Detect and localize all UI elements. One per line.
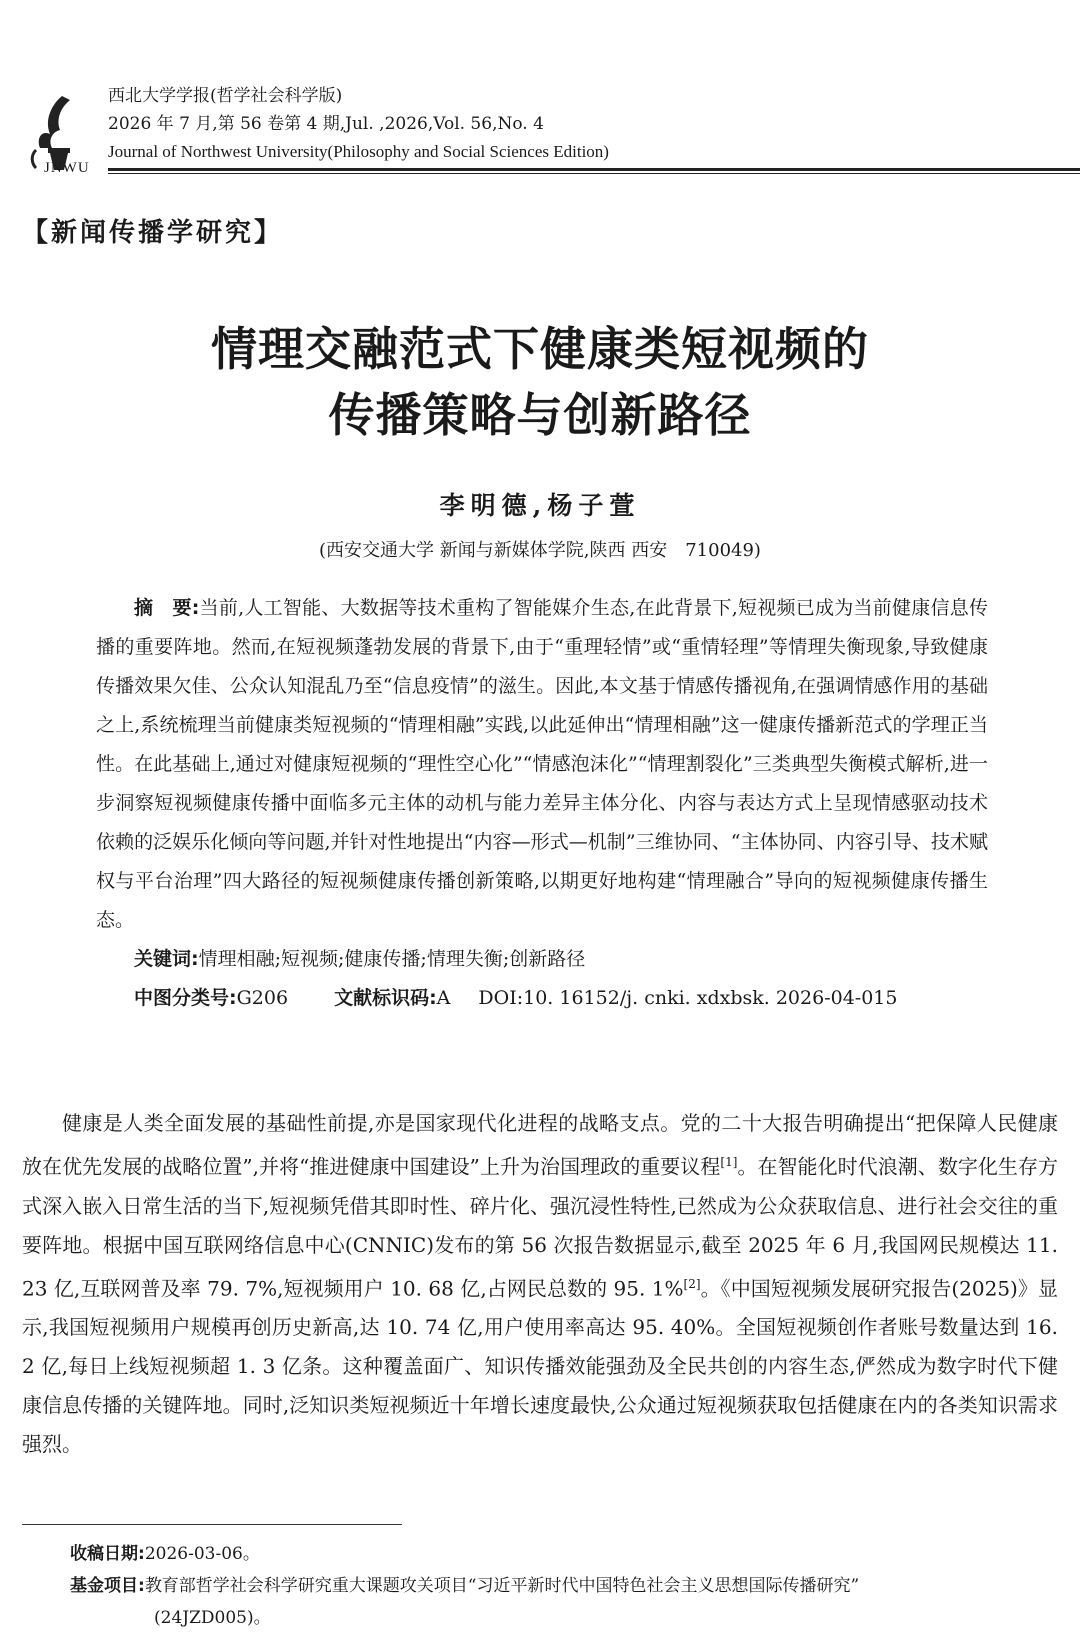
footnotes [70, 1538, 1060, 1634]
journal-english-name: Journal of Northwest University(Philosophy and Social Sciences Edition) [108, 142, 609, 161]
classification [96, 979, 988, 1018]
reference-2[interactable]: [2] [683, 1276, 701, 1291]
received-value: 2026-03-06。 [144, 1544, 260, 1564]
fund-label: 基金项目: [70, 1576, 145, 1596]
abstract-block [96, 589, 988, 1018]
reference-1[interactable]: [1] [720, 1155, 738, 1169]
doi: DOI:10. 16152/j. cnki. xdxbsk. 2026-04-015 [478, 987, 898, 1009]
fund-project [70, 1570, 1060, 1602]
body-text [22, 1104, 1058, 1464]
received-label: 收稿日期: [70, 1544, 145, 1564]
title-line-2: 传播策略与创新路径 [328, 388, 752, 442]
keywords-text: 情理相融;短视频;健康传播;情理失衡;创新路径 [198, 948, 586, 970]
abstract-label: 摘 要: [134, 597, 200, 619]
journal-name: 西北大学学报(哲学社会科学版) [108, 86, 343, 106]
authors: 李明德,杨子萱 [439, 491, 641, 520]
clc-value: G206 [236, 987, 289, 1009]
header-rule-thin [108, 173, 1080, 174]
journal-info [108, 82, 609, 166]
header-rule-thick [108, 168, 1080, 171]
abstract [96, 589, 988, 940]
logo-text: JNWU [44, 160, 90, 176]
received-date [70, 1538, 1060, 1570]
clc-label: 中图分类号: [134, 987, 237, 1009]
doc-code-value: A [436, 987, 451, 1009]
body-text-part-1: 健康是人类全面发展的基础性前提,亦是国家现代化进程的战略支点。党的二十大报告明确提出“把保障人民健康放在优先发展的战略位置”,并将“推进健康中国建设”上升为治国理政的重要议程 [22, 1111, 1058, 1179]
affiliation: (西安交通大学 新闻与新媒体学院,陕西 西安 710049) [319, 540, 761, 561]
journal-header [22, 82, 1062, 182]
body-paragraph [22, 1104, 1058, 1464]
article-title [0, 316, 1080, 448]
section-label: 【新闻传播学研究】 [22, 218, 284, 248]
title-line-1: 情理交融范式下健康类短视频的 [211, 322, 869, 376]
fund-value: 教育部哲学社会科学研究重大课题攻关项目“习近平新时代中国特色社会主义思想国际传播研究” [144, 1576, 860, 1596]
keywords [96, 940, 988, 979]
doc-code-label: 文献标识码: [334, 987, 437, 1009]
journal-issue: 2026 年 7 月,第 56 卷第 4 期,Jul. ,2026,Vol. 56,No. 4 [108, 114, 544, 134]
fund-value-continued: (24JZD005)。 [154, 1608, 271, 1628]
abstract-text: 当前,人工智能、大数据等技术重构了智能媒介生态,在此背景下,短视频已成为当前健康信息传播的重要阵地。然而,在短视频蓬勃发展的背景下,由于“重理轻情”或“重情轻理”等情理失衡现象,导致健康传播效果欠佳、公众认知混乱乃至“信息疫情”的滋生。因此,本文基于情感传播视角,在强调情感作用的基础之上,系统梳理当前健康类短视频的“情理相融”实践,以此延伸出“情理相融”这一健康传播新范式的学理正当性。在此基础上,通过对健康短视频的“理性空心化”“情感泡沫化”“情理割裂化”三类典型失衡模式解析,进一步洞察短视频健康传播中面临多元主体的动机与能力差异主体分化、内容与表达方式上呈现情感驱动技术依赖的泛娱乐化倾向等问题,并针对性地提出“内容—形式—机制”三维协同、“主体协同、内容引导、技术赋权与平台治理”四大路径的短视频健康传播创新策略,以期更好地构建“情理融合”导向的短视频健康传播生态。 [96, 597, 988, 931]
footnote-rule [22, 1524, 402, 1525]
keywords-label: 关键词: [134, 948, 199, 970]
body-text-part-3: 。《中国短视频发展研究报告(2025)》显示,我国短视频用户规模再创历史新高,达 10. 74 亿,用户使用率高达 95. 40%。全国短视频创作者账号数量达到 16. 2 亿,每日上线短视频超 1. 3 亿条。这种覆盖面广、知识传播效能强劲及全民共创的内容生态,俨然成为数字时代下健康信息传播的关键阵地。同时,泛知识类短视频近十年增长速度最快,公众通过短视频获取包括健康在内的各类知识需求强烈。 [22, 1276, 1058, 1457]
body-text-part-2: 。在智能化时代浪潮、数字化生存方式深入嵌入日常生活的当下,短视频凭借其即时性、碎片化、强沉浸性特性,已然成为公众获取信息、进行社会交往的重要阵地。根据中国互联网络信息中心(CNNIC)发布的第 56 次报告数据显示,截至 2025 年 6 月,我国网民规模达 11. 23 亿,互联网普及率 79. 7%,短视频用户 10. 68 亿,占网民总数的 95. 1% [22, 1154, 1059, 1301]
